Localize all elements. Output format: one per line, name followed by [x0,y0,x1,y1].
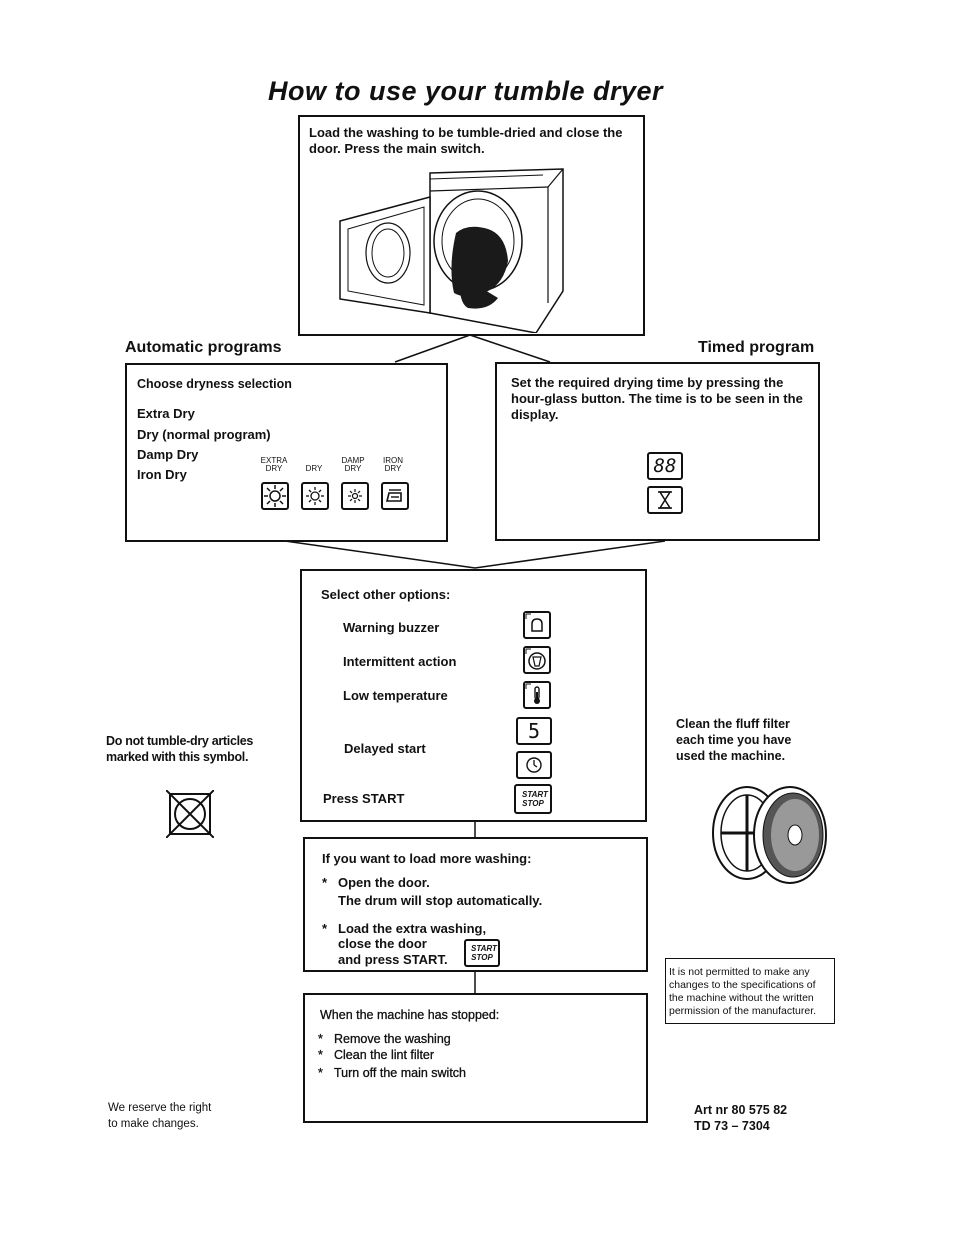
more-washing-step2a: * Load the extra washing, [338,921,486,937]
more-washing-step2b: close the door [338,936,427,951]
options-intro: Select other options: [321,587,451,602]
option-delayed-start: Delayed start [344,741,426,756]
more-washing-step2c: and press START. [338,952,448,967]
program-iron-dry: Iron Dry [137,467,187,482]
stopped-step-filter: * Clean the lint filter [334,1047,434,1063]
fluff-filter-illustration [705,783,830,888]
more-washing-step1b: The drum will stop automatically. [338,893,543,908]
thermometer-icon [525,683,549,707]
delayed-start-button[interactable] [516,751,552,779]
option-intermittent-action: Intermittent action [343,654,457,669]
start-stop-button[interactable] [514,784,552,814]
start-stop-label-small: START STOP [471,944,497,962]
machine-stopped-box [303,993,648,1123]
timed-program-text: Set the required drying time by pressing the hour-glass button. The time is to be seen in the display. [511,375,803,422]
option-warning-buzzer: Warning buzzer [343,620,440,635]
fluff-filter-text: Clean the fluff filter each time you have used the machine. [676,717,792,763]
timed-program-heading: Timed program [698,339,815,356]
program-extra-dry: Extra Dry [137,406,195,421]
stopped-step-switch: * Turn off the main switch [334,1065,466,1081]
article-number: Art nr 80 575 82 [694,1103,788,1117]
start-stop-label: START STOP [522,790,548,808]
program-dry: Dry (normal program) [137,427,271,442]
clock-icon [518,753,550,777]
no-tumble-dry-symbol-icon [166,790,214,838]
page-title: How to use your tumble dryer [268,76,664,106]
delay-display-digit: 5 [527,719,541,743]
icon-label-dry-bottom: DRY [305,464,323,473]
modification-notice-box [665,958,835,1024]
warning-buzzer-button[interactable] [523,611,551,639]
icon-label-damp-top: DAMP [341,456,365,465]
more-washing-step1: * Open the door. [338,875,430,891]
drum-icon [525,648,549,672]
option-low-temperature: Low temperature [343,688,448,703]
dry-sun-icon [301,482,329,510]
document-number: TD 73 – 7304 [694,1119,770,1133]
reserve-right-line2: to make changes. [108,1118,199,1130]
automatic-programs-box [125,363,448,542]
load-washing-text: Load the washing to be tumble-dried and close the door. Press the main switch. [309,125,623,156]
modification-notice-text: It is not permitted to make any changes to the specifications of the machine without the written permission of the manufacturer. [669,966,817,1017]
hourglass-icon [649,488,681,512]
load-washing-box [298,115,645,336]
more-washing-box [303,837,648,972]
low-temperature-button[interactable] [523,681,551,709]
tumble-dryer-illustration [338,163,578,333]
icon-label-extra-bottom: DRY [265,464,283,473]
icon-label-iron-top: IRON [383,456,403,465]
time-display [647,452,683,480]
iron-dry-icon [381,482,409,510]
timed-program-box [495,362,820,541]
no-tumble-dry-text: Do not tumble-dry articles marked with this symbol. [106,734,254,764]
automatic-programs-heading: Automatic programs [125,339,282,356]
icon-label-extra-top: EXTRA [260,456,288,465]
stopped-step-remove: * Remove the washing [334,1031,451,1047]
dryness-intro: Choose dryness selection [137,377,292,391]
time-display-digits: 88 [653,455,677,477]
bell-icon [525,613,549,637]
intermittent-action-button[interactable] [523,646,551,674]
icon-label-iron-bottom: DRY [384,464,402,473]
more-washing-heading: If you want to load more washing: [322,851,532,866]
icon-label-damp-bottom: DRY [344,464,362,473]
delay-display [516,717,552,745]
program-damp-dry: Damp Dry [137,447,199,462]
press-start-text: Press START [323,791,405,806]
stopped-heading: When the machine has stopped: [320,1008,500,1022]
extra-dry-sun-icon [261,482,289,510]
start-stop-button-small[interactable] [464,939,500,967]
hourglass-button[interactable] [647,486,683,514]
damp-dry-sun-icon [341,482,369,510]
reserve-right-line1: We reserve the right [108,1102,212,1114]
other-options-box [300,569,647,822]
